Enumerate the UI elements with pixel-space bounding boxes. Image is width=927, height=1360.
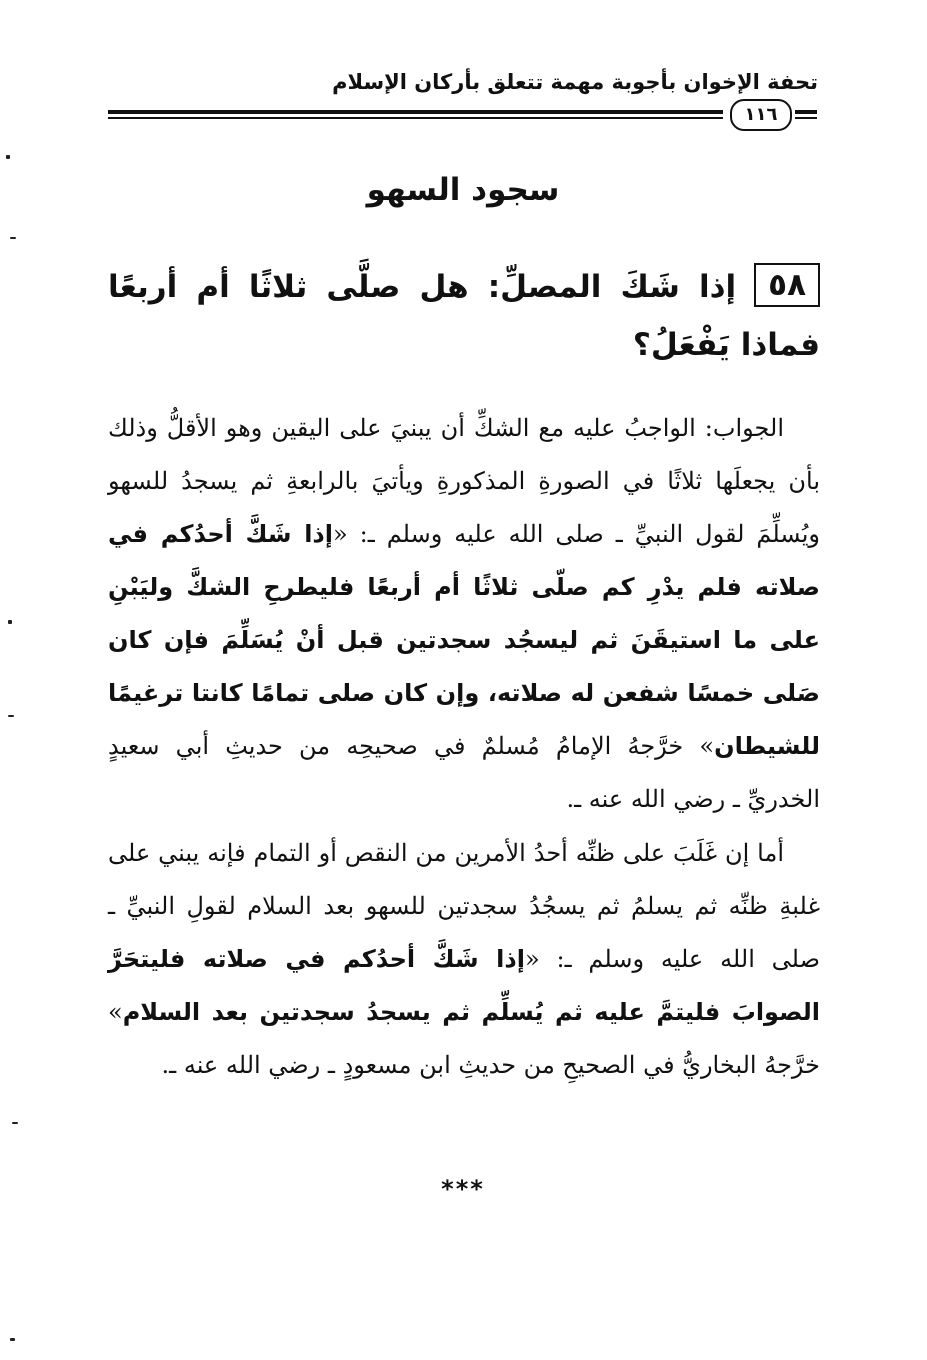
para2-text-part1: أما إن غَلَبَ على ظنِّه أحدُ الأمرين من النقص أو التمام فإنه يبني على غلبةِ ظنِّه ثم يسلمُ ثم يسجُدُ سجدتين للسهو بعد السلام لقولِ النبيِّ ـ صلى الله عليه وسلم ـ: « xyxy=(108,839,821,973)
scan-speck xyxy=(8,715,14,717)
page-number: ١١٦ xyxy=(730,99,792,131)
header-rule-right-thin xyxy=(795,117,817,119)
scan-speck xyxy=(12,1122,18,1124)
question xyxy=(108,258,820,374)
header-rule-thick xyxy=(108,110,723,114)
answer-text-part2: » خرَّجهُ الإمامُ مُسلمٌ في صحيحِه من حديثِ أبي سعيدٍ الخدريِّ ـ رضي الله عنه ـ. xyxy=(108,732,820,813)
scan-speck xyxy=(10,237,16,239)
answer-text-part1: الجواب: الواجبُ عليه مع الشكِّ أن يبنيَ على اليقين وهو الأقلُّ وذلك بأن يجعلَها ثلاثًا في الصورةِ المذكورةِ ويأتيَ بالرابعةِ ثم يسجدُ للسهو ويُسلِّمَ لقول النبيِّ ـ صلى الله عليه وسلم ـ: « xyxy=(108,414,820,548)
scan-speck xyxy=(10,1338,15,1341)
scan-speck xyxy=(8,620,12,624)
hadith-quote-2: إذا شَكَّ أحدُكم في صلاته فليتحَرَّ الصوابَ فليتمَّ عليه ثم يُسلِّم ثم يسجدُ سجدتين بعد السلام xyxy=(108,945,820,1026)
running-header: تحفة الإخوان بأجوبة مهمة تتعلق بأركان الإسلام xyxy=(332,70,818,94)
para2-text-part2: » خرَّجهُ البخاريُّ في الصحيحِ من حديثِ ابن مسعودٍ ـ رضي الله عنه ـ. xyxy=(108,998,820,1079)
scan-speck xyxy=(6,155,10,159)
question-text: إذا شَكَ المصلِّ: هل صلَّى ثلاثًا أم أربعًا فماذا يَفْعَلُ؟ xyxy=(108,269,820,363)
second-paragraph xyxy=(108,827,820,1092)
question-number-box: ٥٨ xyxy=(754,263,820,307)
answer-paragraph xyxy=(108,402,820,826)
header-rule-thin xyxy=(108,117,723,119)
header-rule-right-thick xyxy=(795,110,817,114)
hadith-quote-1: إذا شَكَّ أحدُكم في صلاته فلم يدْرِ كم صلّى ثلاثًا أم أربعًا فليطرحِ الشكَّ وليَبْنِ على ما استيقَنَ ثم ليسجُد سجدتين قبل أنْ يُسَلِّمَ فإن كان صَلى خمسًا شفعن له صلاته، وإن كان صلى تمامًا كانتا ترغيمًا للشيطان xyxy=(108,520,820,760)
section-separator: *** xyxy=(441,1175,485,1203)
section-title: سجود السهو xyxy=(366,172,560,208)
